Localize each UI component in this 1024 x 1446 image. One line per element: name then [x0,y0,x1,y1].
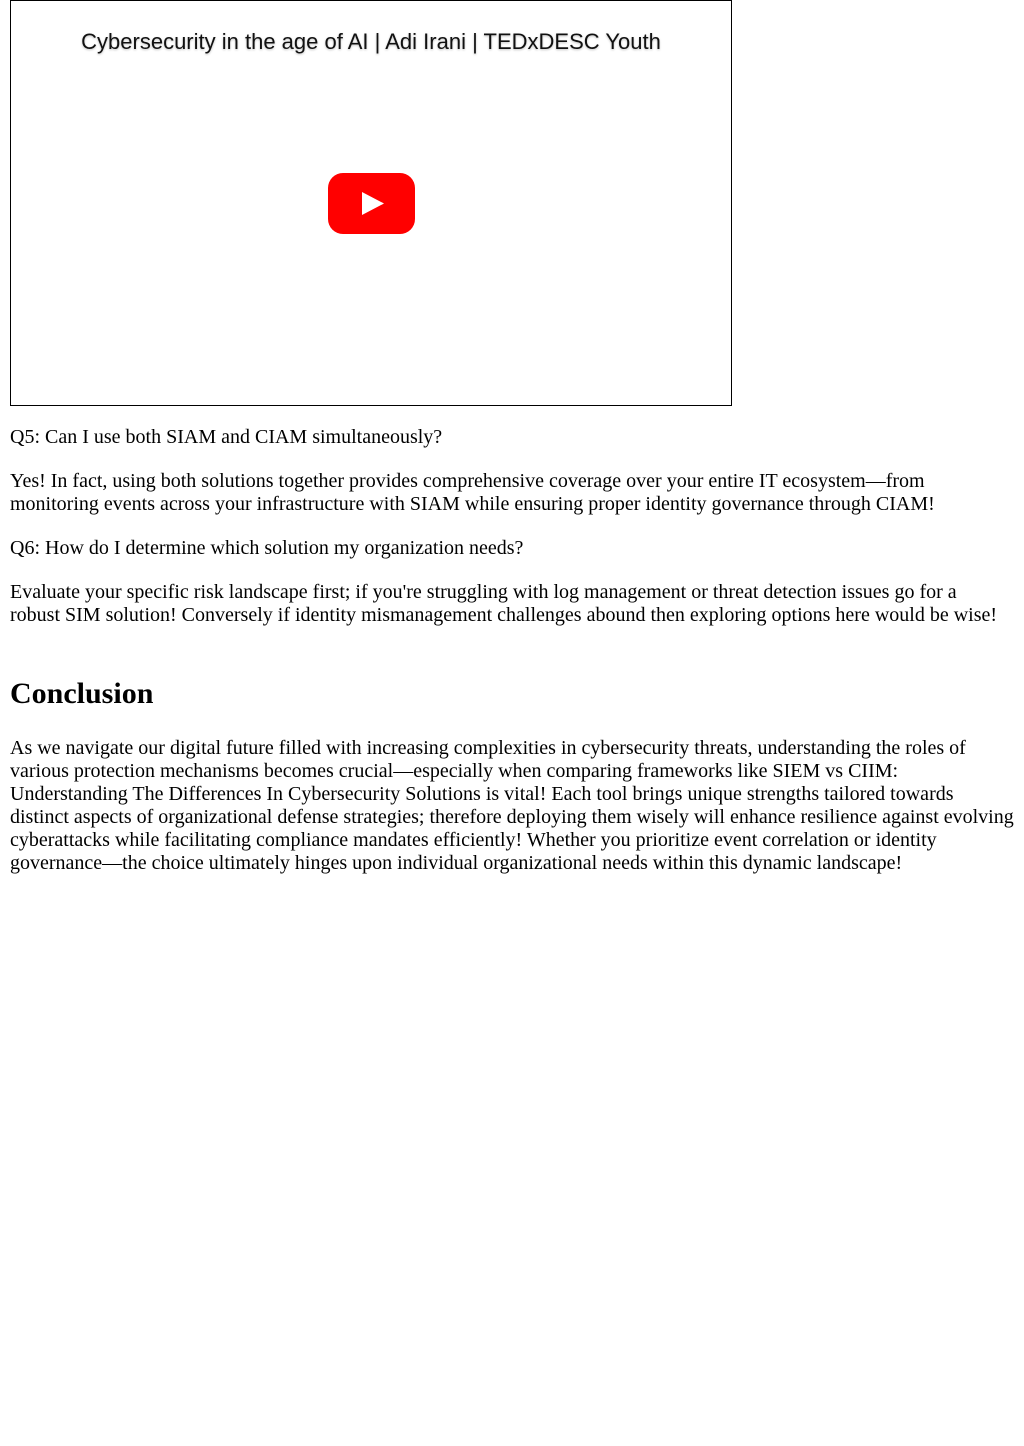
article-content [10,0,1014,874]
video-embed[interactable] [10,0,732,406]
play-button[interactable] [328,173,415,234]
faq-answer-6: Evaluate your specific risk landscape first; if you're struggling with log management or threat detection issues go for a robust SIM solution! Conversely if identity mismanagement challenges abound then exploring options here would be wise! [10,581,998,626]
conclusion-paragraph: As we navigate our digital future filled with increasing complexities in cybersecurity threats, understanding the roles of various protection mechanisms becomes crucial—especially when comparing frameworks like SIEM vs CIIM: Understanding The Differences In Cybersecurity Solutions is vital! Each tool brings unique strengths tailored towards distinct aspects of organizational defense strategies; therefore deploying them wisely will enhance resilience against evolving cyberattacks while facilitating compliance mandates efficiently! Whether you prioritize event correlation or identity governance—the choice ultimately hinges upon individual organizational needs within this dynamic landscape! [10,737,1014,874]
conclusion-heading: Conclusion [10,677,154,710]
video-title[interactable]: Cybersecurity in the age of AI | Adi Irani | TEDxDESC Youth [81,29,661,54]
youtube-play-icon [328,173,415,234]
faq-answer-5: Yes! In fact, using both solutions together provides comprehensive coverage over your entire IT ecosystem—from monitoring events across your infrastructure with SIAM while ensuring proper identity governance through CIAM! [10,470,935,515]
faq-question-6: Q6: How do I determine which solution my organization needs? [10,537,524,559]
faq-question-5: Q5: Can I use both SIAM and CIAM simultaneously? [10,426,443,448]
